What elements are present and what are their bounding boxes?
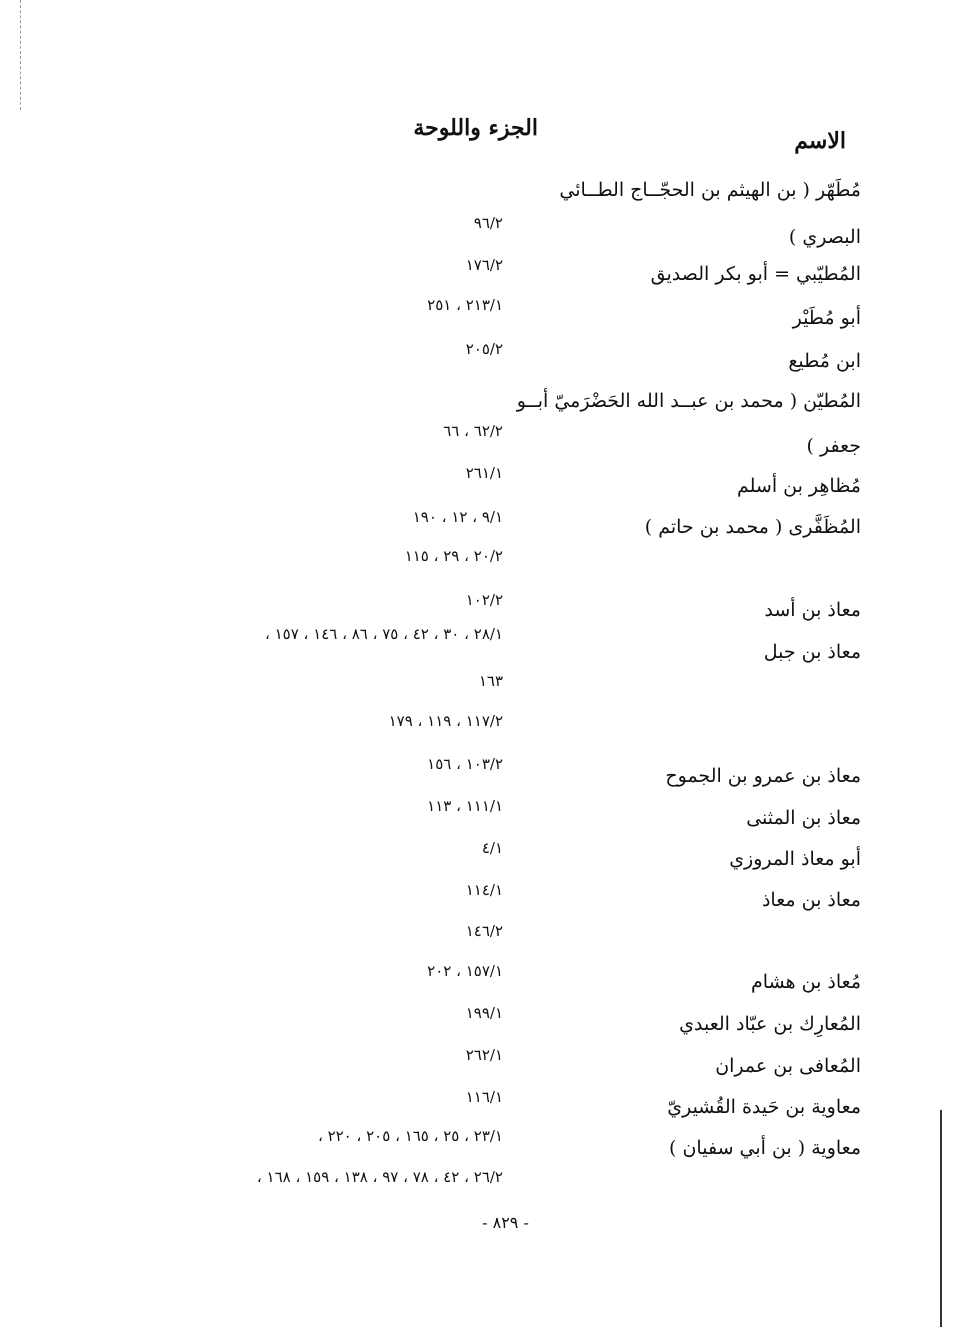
entry-name: المُعارِك بن عبّاد العبدي	[679, 1013, 861, 1035]
entry-name: جعفر )	[806, 435, 861, 457]
entry-ref: ١٦٣	[478, 672, 503, 690]
entry-ref: ٩٦/٢	[473, 214, 503, 232]
entry-name: أبو مُطَيْر	[792, 307, 861, 329]
entry-ref: ١٥٧/١ ، ٢٠٢	[427, 962, 503, 980]
entry-ref: ١٠٣/٢ ، ١٥٦	[427, 755, 503, 773]
entry-name: أبو معاذ المروزي	[729, 848, 861, 870]
entry-ref: ٢٣/١ ، ٢٥ ، ١٦٥ ، ٢٠٥ ، ٢٢٠ ،	[317, 1127, 503, 1145]
entry-ref: ٢١٣/١ ، ٢٥١	[427, 296, 503, 314]
entry-name: مُعاذ بن هشام	[751, 971, 861, 993]
column-header-ref: الجزء واللوحة	[413, 115, 538, 141]
entry-ref: ١٤٦/٢	[465, 922, 503, 940]
entry-name: المُظَفَّرى ( محمد بن حاتم )	[644, 516, 861, 538]
entry-ref: ١٠٢/٢	[465, 591, 503, 609]
margin-dashed-line	[20, 0, 21, 110]
entry-ref: ٢٠/٢ ، ٢٩ ، ١١٥	[404, 547, 503, 565]
entry-ref: ١١٧/٢ ، ١١٩ ، ١٧٩	[388, 712, 503, 730]
entry-ref: ٢٦١/١	[465, 464, 503, 482]
page-number-text: - ٨٢٩ -	[482, 1213, 529, 1232]
entry-name: معاذ بن المثنى	[746, 807, 861, 829]
entry-ref: ١١٤/١	[465, 881, 503, 899]
entry-ref: ٤/١	[481, 839, 503, 857]
entry-name: ابن مُطيع	[788, 350, 861, 372]
column-header-name: الاسم	[794, 128, 846, 154]
entry-ref: ٦٢/٢ ، ٦٦	[443, 422, 503, 440]
entry-name: معاذ بن معاذ	[761, 889, 861, 911]
entry-name: مُطَهّر ( بن الهيثم بن الحجّــاج الطــائي	[559, 179, 861, 201]
entry-name: معاذ بن عمرو بن الجموح	[665, 765, 861, 787]
entry-ref: ١١٦/١	[465, 1088, 503, 1106]
entry-name: البصري )	[788, 226, 861, 248]
entry-ref: ٢٦٢/١	[465, 1046, 503, 1064]
entry-ref: ١٩٩/١	[465, 1004, 503, 1022]
entry-name: المُعافى بن عمران	[715, 1055, 861, 1077]
entry-name: معاوية بن حَيدة القُشيريّ	[667, 1096, 861, 1118]
entry-name: معاذ بن جبل	[763, 641, 861, 663]
entry-ref: ٢٨/١ ، ٣٠ ، ٤٢ ، ٧٥ ، ٨٦ ، ١٤٦ ، ١٥٧ ،	[264, 625, 503, 643]
entry-ref: ١٧٦/٢	[465, 256, 503, 274]
entry-name: المُطيّن ( محمد بن عبــد الله الحَضْرَميّ أبــو	[516, 390, 861, 412]
entry-name: معاوية ( بن أبي سفيان )	[669, 1137, 861, 1159]
page-number	[0, 1213, 971, 1232]
entry-ref: ٢٦/٢ ، ٤٢ ، ٧٨ ، ٩٧ ، ١٣٨ ، ١٥٩ ، ١٦٨ ،	[256, 1168, 503, 1186]
entry-ref: ٩/١ ، ١٢ ، ١٩٠	[412, 508, 503, 526]
entry-name: معاذ بن أسد	[764, 599, 861, 621]
entry-name: مُظاهِر بن أسلم	[736, 475, 861, 497]
entry-name: المُطيّبي = أبو بكر الصديق	[650, 263, 861, 285]
entry-ref: ١١١/١ ، ١١٣	[427, 797, 503, 815]
entry-ref: ٢٠٥/٢	[465, 340, 503, 358]
